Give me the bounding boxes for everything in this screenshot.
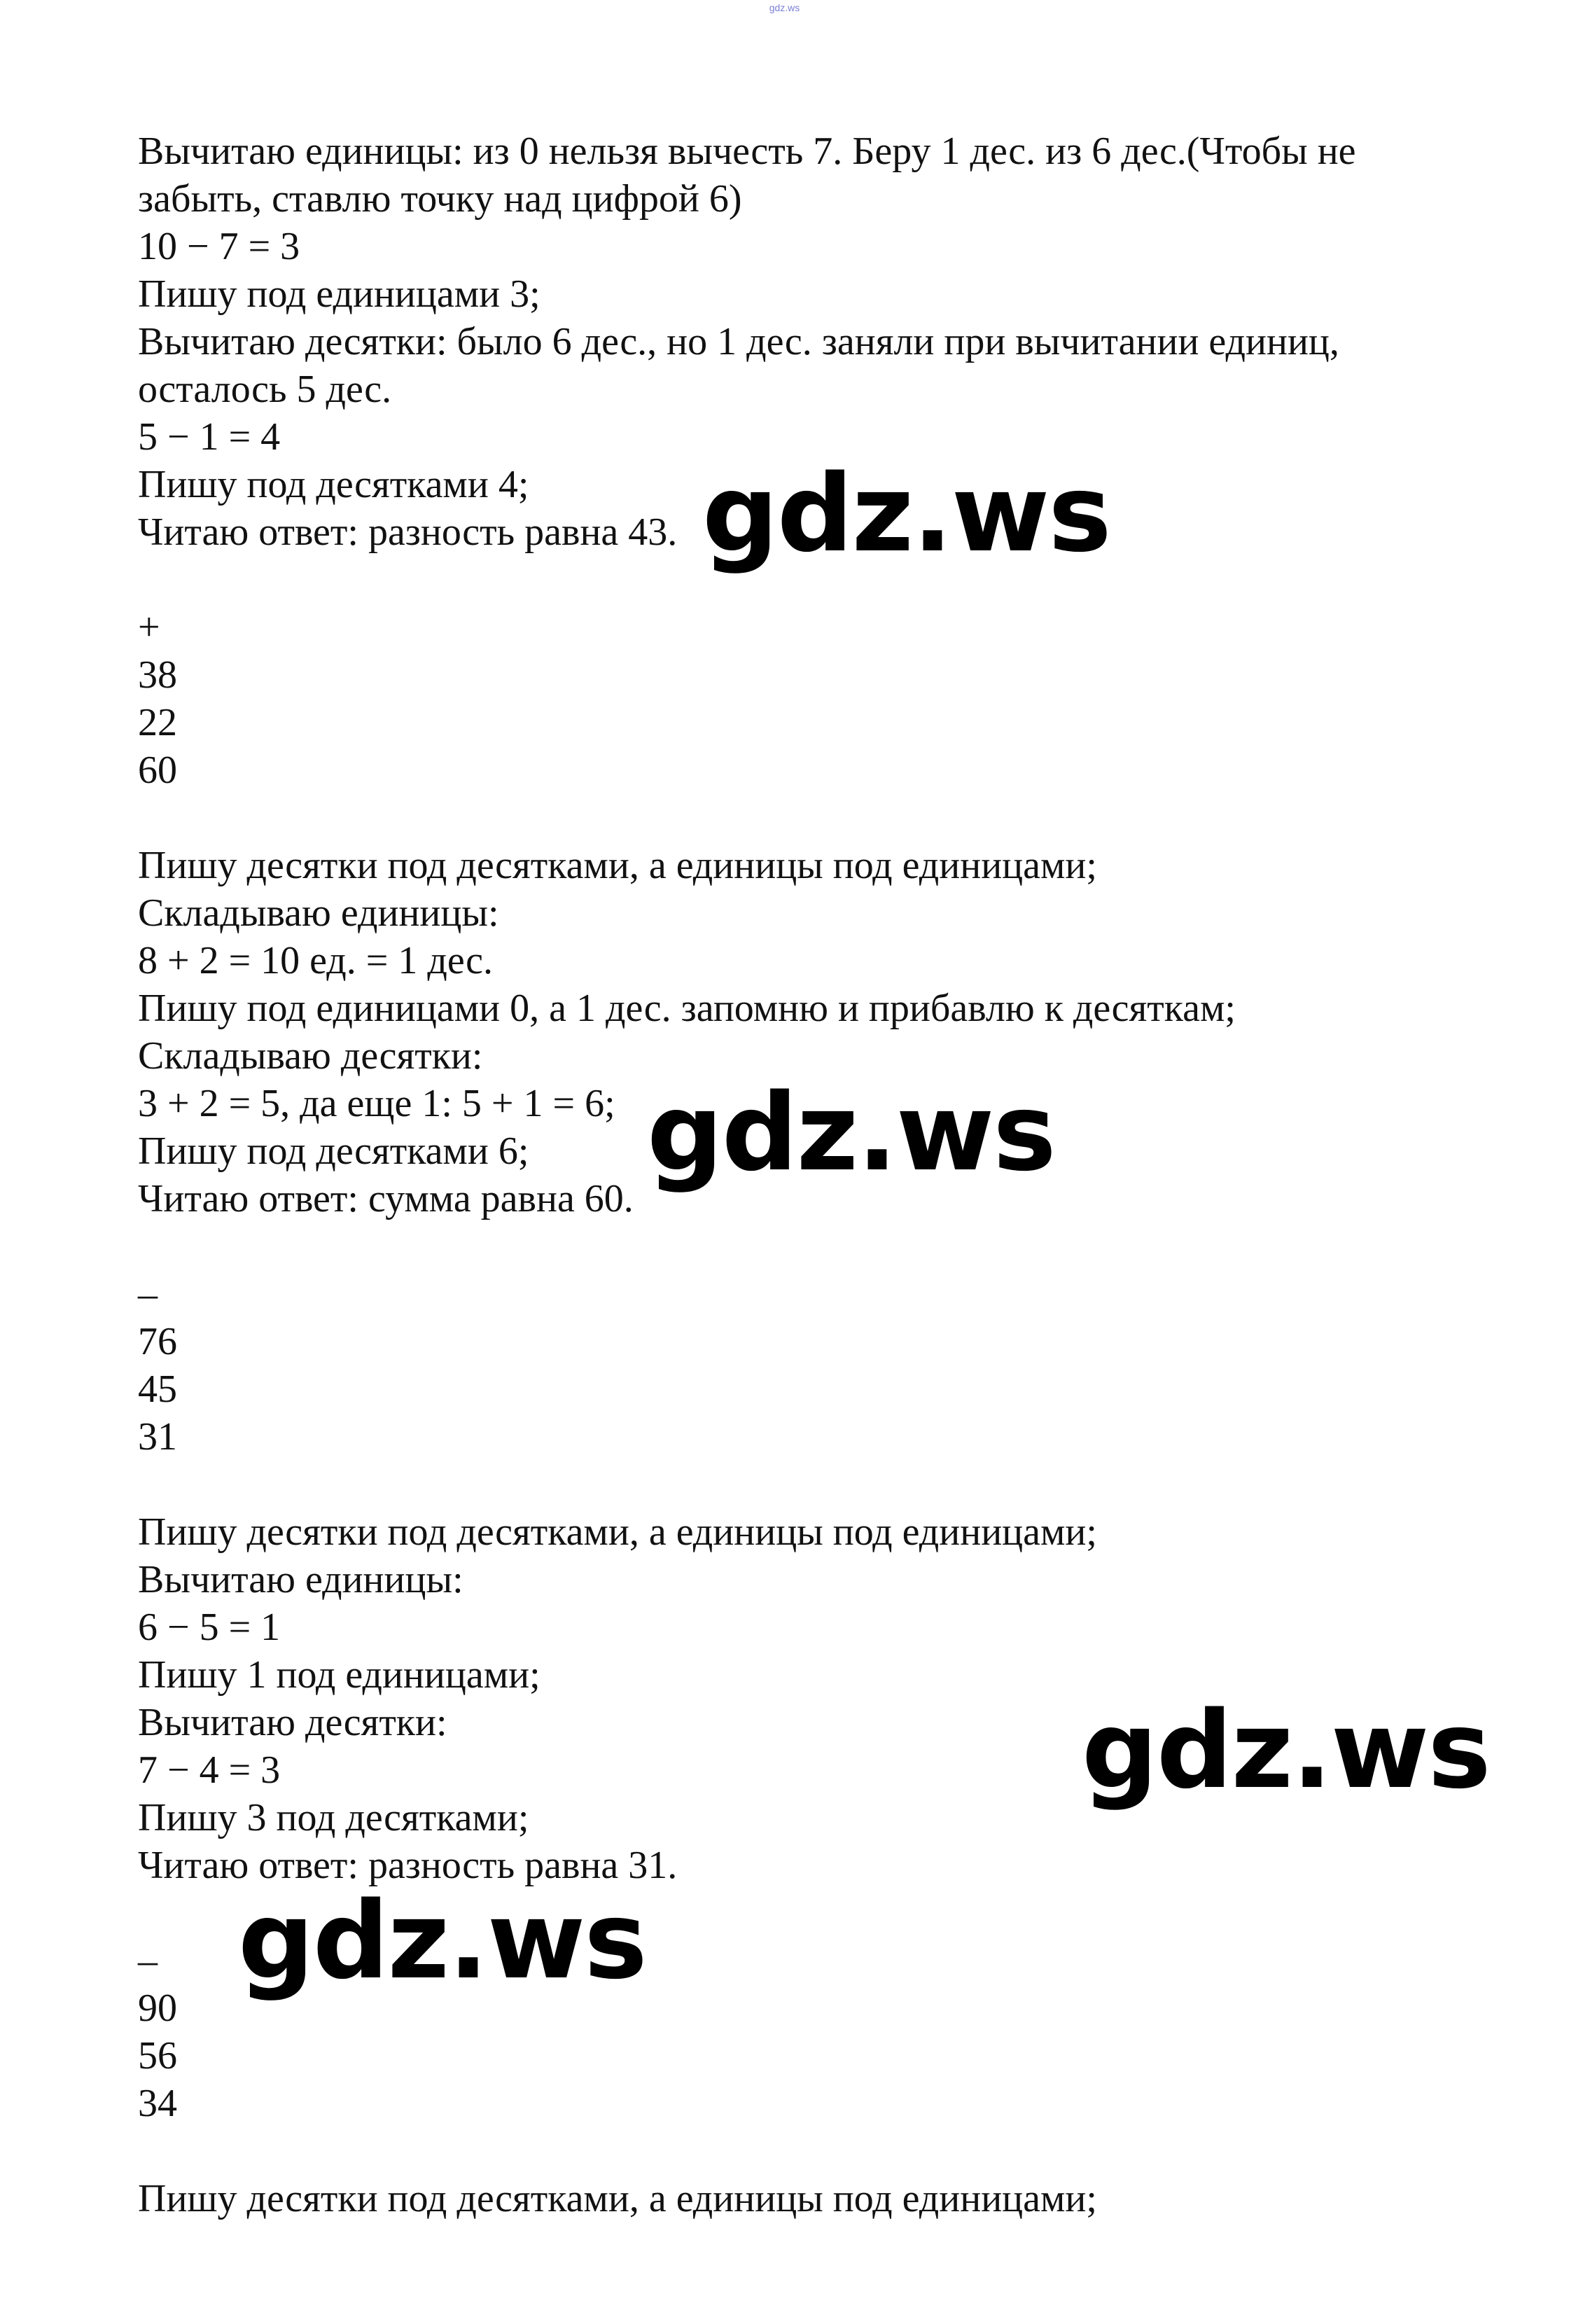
column-operand: 38 <box>138 653 177 697</box>
equation-line: 8 + 2 = 10 ед. = 1 дес. <box>138 939 493 982</box>
watermark-logo: gdz.ws <box>238 1879 646 2003</box>
watermark-logo: gdz.ws <box>647 1071 1055 1195</box>
column-operator: + <box>138 606 160 649</box>
text-line: Пишу 3 под десятками; <box>138 1796 529 1839</box>
column-operand: 56 <box>138 2034 177 2078</box>
column-result: 60 <box>138 749 177 792</box>
spacer <box>138 1461 1468 1508</box>
answer-line: Читаю ответ: сумма равна 60. <box>138 1177 634 1220</box>
text-line: осталось 5 дес. <box>138 368 392 411</box>
text-line: Пишу под десятками 6; <box>138 1129 529 1173</box>
text-line: Вычитаю единицы: <box>138 1558 463 1601</box>
column-operand: 22 <box>138 701 177 744</box>
text-line: Пишу десятки под десятками, а единицы под единицами; <box>138 844 1097 887</box>
text-line: Пишу десятки под десятками, а единицы под единицами; <box>138 1510 1097 1554</box>
column-operator: – <box>138 1939 158 1982</box>
equation-line: 3 + 2 = 5, да еще 1: 5 + 1 = 6; <box>138 1082 615 1125</box>
text-line: Пишу под десятками 4; <box>138 463 529 506</box>
answer-line: Читаю ответ: разность равна 43. <box>138 510 678 554</box>
text-line: Пишу 1 под единицами; <box>138 1653 541 1697</box>
text-line: Вычитаю единицы: из 0 нельзя вычесть 7. Беру 1 дес. из 6 дес.(Чтобы не <box>138 130 1356 173</box>
equation-line: 6 − 5 = 1 <box>138 1606 281 1649</box>
equation-line: 7 − 4 = 3 <box>138 1748 281 1792</box>
text-line: Вычитаю десятки: было 6 дес., но 1 дес. заняли при вычитании единиц, <box>138 320 1339 363</box>
text-line: Пишу десятки под десятками, а единицы под единицами; <box>138 2177 1097 2220</box>
watermark-logo: gdz.ws <box>1082 1688 1490 1812</box>
text-line: Пишу под единицами 0, а 1 дес. запомню и прибавлю к десяткам; <box>138 987 1236 1030</box>
text-line: Пишу под единицами 3; <box>138 272 541 316</box>
text-line: Складываю десятки: <box>138 1034 483 1078</box>
column-operand: 90 <box>138 1986 177 2030</box>
column-result: 31 <box>138 1415 177 1459</box>
spacer <box>138 2127 1468 2175</box>
text-line: Складываю единицы: <box>138 891 499 935</box>
equation-line: 10 − 7 = 3 <box>138 225 300 268</box>
column-operand: 76 <box>138 1320 177 1363</box>
spacer <box>138 794 1468 842</box>
text-line: забыть, ставлю точку над цифрой 6) <box>138 177 742 221</box>
equation-line: 5 − 1 = 4 <box>138 415 281 459</box>
column-result: 34 <box>138 2082 177 2125</box>
spacer <box>138 1223 1468 1270</box>
header-watermark: gdz.ws <box>769 2 800 13</box>
answer-line: Читаю ответ: разность равна 31. <box>138 1844 678 1887</box>
watermark-logo: gdz.ws <box>702 452 1110 576</box>
column-operand: 45 <box>138 1368 177 1411</box>
text-line: Вычитаю десятки: <box>138 1701 447 1744</box>
column-operator: – <box>138 1272 158 1316</box>
